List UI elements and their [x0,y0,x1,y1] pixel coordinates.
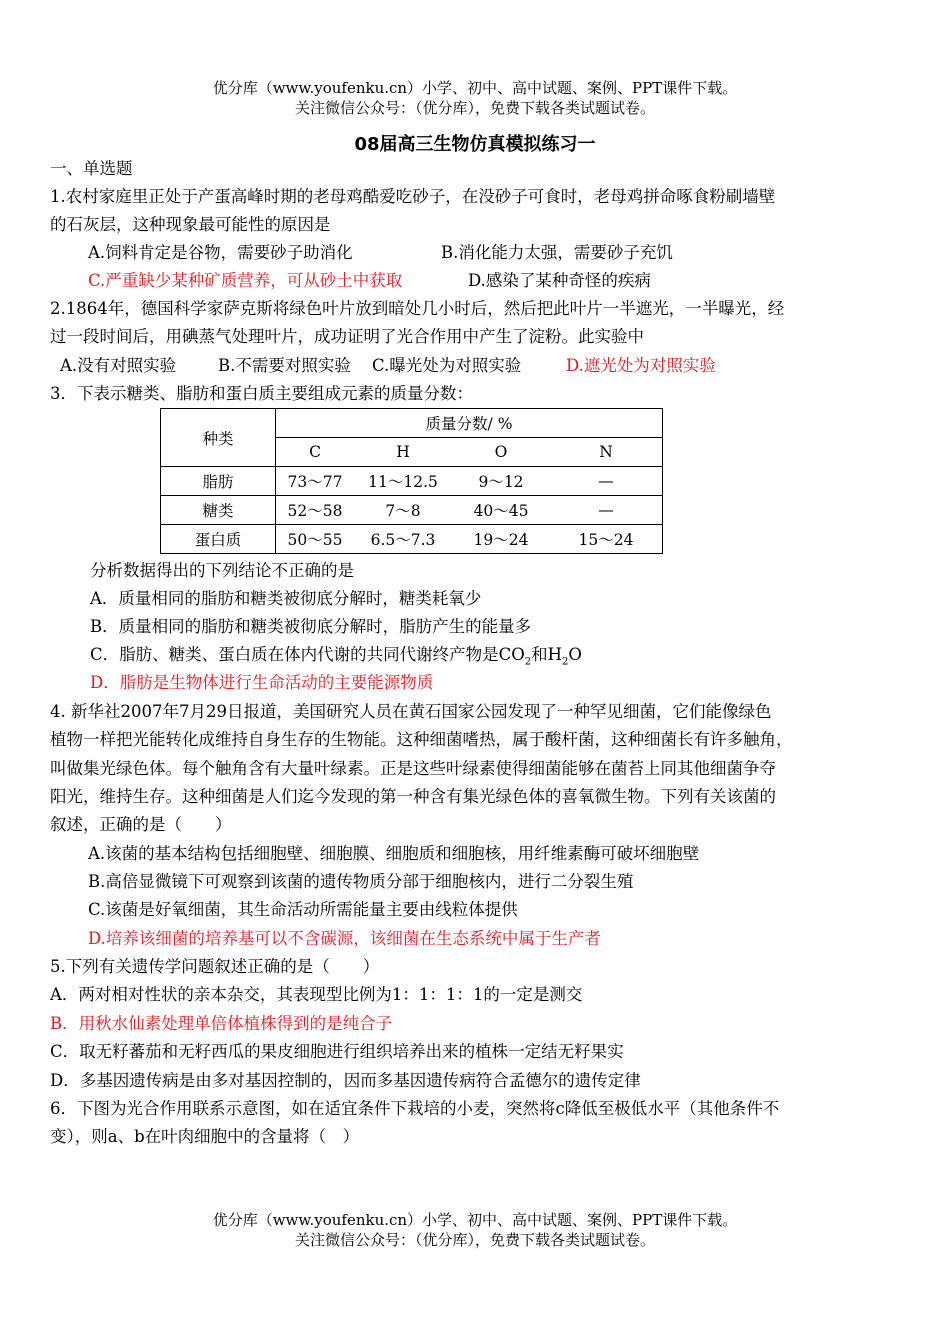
table-cell: 73～77 [276,467,355,496]
q2-option-a: A.没有对照实验 [60,356,177,375]
q4-option-a: A.该菌的基本结构包括细胞壁、细胞膜、细胞质和细胞核，用纤维素酶可破坏细胞壁 [88,844,700,863]
q3-option-c-text: 和H [531,645,563,664]
q2-option-b: B.不需要对照实验 [218,356,351,375]
q4-stem-line-4: 阳光，维持生存。这种细菌是人们迄今发现的第一种含有集光绿色体的喜氧微生物。下列有关该菌的 [50,787,776,806]
row-name: 糖类 [161,496,276,525]
q3-option-d-answer: D．脂肪是生物体进行生命活动的主要能源物质 [90,673,434,692]
q3-stem: 3．下表示糖类、脂肪和蛋白质主要组成元素的质量分数： [50,384,473,403]
table-cell: 19～24 [452,525,550,554]
q5-option-a: A．两对相对性状的亲本杂交，其表现型比例为1：1：1：1的一定是测交 [50,985,583,1004]
table-cell: 15～24 [550,525,663,554]
section-heading: 一、单选题 [50,159,133,178]
table-cell: 40～45 [452,496,550,525]
q2-stem-line-1: 2.1864年，德国科学家萨克斯将绿色叶片放到暗处几小时后，然后把此叶片一半遮光，一半曝光，经 [50,299,785,318]
table-col-header: C [276,438,355,467]
table-cell: 9～12 [452,467,550,496]
q4-option-c: C.该菌是好氧细菌，其生命活动所需能量主要由线粒体提供 [88,900,518,919]
header-line-1: 优分库（www.youfenku.cn）小学、初中、高中试题、案例、PPT课件下载。 [212,79,738,97]
footer-line-1: 优分库（www.youfenku.cn）小学、初中、高中试题、案例、PPT课件下载。 [212,1211,738,1229]
q2-option-c: C.曝光处为对照实验 [372,356,522,375]
table-cell: 6.5～7.3 [354,525,452,554]
table-row [161,525,663,554]
q4-stem-line-3: 叫做集光绿色体。每个触角含有大量叶绿素。正是这些叶绿素使得细菌能够在菌苔上同其他细菌争夺 [50,759,776,778]
table-col-header: O [452,438,550,467]
composition-table [160,408,663,554]
q1-option-b: B.消化能力太强，需要砂子充饥 [441,243,673,262]
q1-option-d: D.感染了某种奇怪的疾病 [468,271,651,290]
q3-option-b: B．质量相同的脂肪和糖类被彻底分解时，脂肪产生的能量多 [90,617,532,636]
q6-stem-line-1: 6．下图为光合作用联系示意图，如在适宜条件下栽培的小麦，突然将c降低至极低水平（其他条件不 [50,1099,780,1118]
table-corner-cell: 种类 [161,409,276,467]
q1-stem-line-2: 的石灰层，这种现象最可能性的原因是 [50,215,331,234]
subscript: 2 [524,656,532,668]
q3-option-c [90,644,582,673]
table-cell: 52～58 [276,496,355,525]
table-col-header: H [354,438,452,467]
q1-stem-line-1: 1.农村家庭里正处于产蛋高峰时期的老母鸡酷爱吃砂子，在没砂子可食时，老母鸡拼命啄食粉刷墙壁 [50,187,776,206]
q4-stem-line-1: 4. 新华社2007年7月29日报道，美国研究人员在黄石国家公园发现了一种罕见细菌，它们能像绿色 [50,702,772,721]
q2-option-d-answer: D.遮光处为对照实验 [566,356,716,375]
page-title: 08届高三生物仿真模拟练习一 [354,134,596,155]
q4-stem-line-2: 植物一样把光能转化成维持自身生存的生物能。这种细菌嗜热，属于酸杆菌，这种细菌长有许多触角， [50,730,793,749]
q1-option-a: A.饲料肯定是谷物，需要砂子助消化 [88,243,353,262]
q3-option-a: A．质量相同的脂肪和糖类被彻底分解时，糖类耗氧少 [90,589,482,608]
q5-option-d: D．多基因遗传病是由多对基因控制的，因而多基因遗传病符合孟德尔的遗传定律 [50,1071,641,1090]
q2-stem-line-2: 过一段时间后，用碘蒸气处理叶片，成功证明了光合作用中产生了淀粉。此实验中 [50,327,644,346]
q3-option-c-text: O [568,645,582,664]
row-name: 蛋白质 [161,525,276,554]
table-cell: — [550,467,663,496]
q5-option-b-answer: B．用秋水仙素处理单倍体植株得到的是纯合子 [50,1014,393,1033]
row-name: 脂肪 [161,467,276,496]
q4-option-d-answer: D.培养该细菌的培养基可以不含碳源，该细菌在生态系统中属于生产者 [88,929,601,948]
q3-option-c-text: C．脂肪、糖类、蛋白质在体内代谢的共同代谢终产物是CO [90,645,525,664]
footer-line-2: 关注微信公众号：（优分库），免费下载各类试题试卷。 [294,1231,655,1249]
q3-lead: 分析数据得出的下列结论不正确的是 [90,561,354,580]
table-group-header: 质量分数/ % [276,409,663,438]
table-row [161,496,663,525]
table-row [161,467,663,496]
q5-stem: 5.下列有关遗传学问题叙述正确的是（ ） [50,957,380,976]
table-cell: 7～8 [354,496,452,525]
table-cell: — [550,496,663,525]
header-line-2: 关注微信公众号：（优分库），免费下载各类试题试卷。 [294,99,655,117]
subscript: 2 [562,656,569,668]
q6-stem-line-2: 变），则a、b在叶肉细胞中的含量将（ ） [50,1127,360,1146]
table-cell: 50～55 [276,525,355,554]
table-col-header: N [550,438,663,467]
table-cell: 11～12.5 [354,467,452,496]
q5-option-c: C．取无籽蕃茄和无籽西瓜的果皮细胞进行组织培养出来的植株一定结无籽果实 [50,1042,624,1061]
q4-stem-line-5: 叙述，正确的是（ ） [50,815,232,834]
q4-option-b: B.高倍显微镜下可观察到该菌的遗传物质分部于细胞核内，进行二分裂生殖 [88,872,634,891]
q1-option-c-answer: C.严重缺少某种矿质营养，可从砂土中获取 [88,271,403,290]
